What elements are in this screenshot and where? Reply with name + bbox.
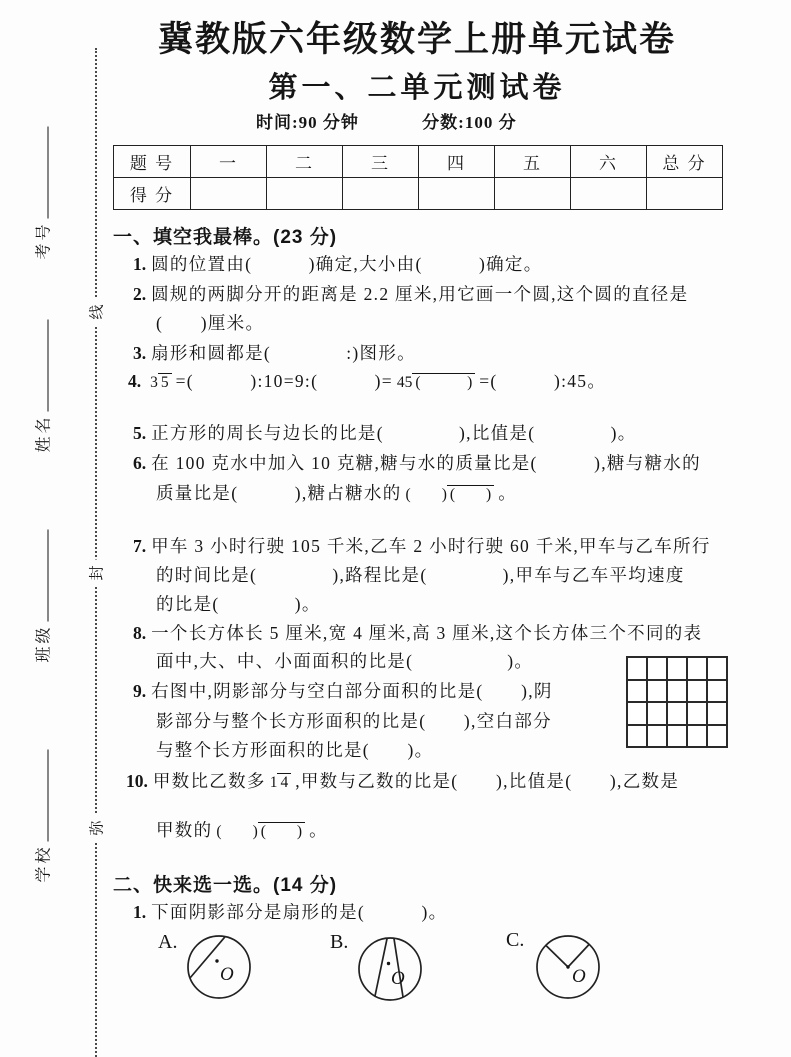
paper-title: 冀教版六年级数学上册单元试卷 [157, 20, 676, 59]
question-text: 甲数的 [156, 820, 213, 840]
class-field [31, 529, 54, 662]
exam-number-label: 考号 [35, 221, 53, 260]
name-blank [44, 319, 49, 411]
question-number: 10. [126, 771, 148, 791]
score-empty-cell [495, 178, 571, 210]
name-label: 姓名 [35, 414, 53, 453]
question-6-line1 [133, 450, 701, 475]
grid-cell [687, 702, 707, 725]
fraction [270, 774, 292, 791]
seal-dotted-line [95, 48, 97, 1057]
question-7-line3 [156, 591, 321, 616]
fraction [150, 374, 172, 391]
question-2-line2 [156, 310, 264, 335]
meta-line [256, 108, 517, 133]
question-number: 9. [133, 681, 147, 701]
question-9-line2 [156, 708, 552, 733]
grid-cell [667, 657, 687, 680]
score-empty-cell [571, 178, 647, 210]
name-field [31, 319, 54, 452]
fraction [216, 823, 305, 840]
grid-cell [627, 680, 647, 703]
score-row-label: 得 分 [114, 178, 191, 210]
grid-cell [707, 657, 727, 680]
circle-center-label: O [572, 966, 586, 987]
question-text: 。 [309, 820, 328, 840]
seal-char-xian: 线 [86, 298, 107, 325]
grid-cell [667, 680, 687, 703]
score-header-cell: 总 分 [647, 146, 723, 178]
question-4 [128, 368, 606, 393]
score-header-cell: 一 [191, 146, 267, 178]
question-text: =( ):45。 [479, 371, 607, 391]
question-1 [133, 251, 543, 276]
question-7-line2 [156, 562, 685, 587]
question-text: 右图中,阴影部分与空白部分面积的比是( ),阴 [151, 681, 553, 701]
grid-cell [707, 725, 727, 748]
grid-cell [687, 725, 707, 748]
question-number: 5. [133, 423, 147, 443]
school-label: 学校 [35, 844, 53, 883]
question-text: 的时间比是( ),路程比是( ),甲车与乙车平均速度 [156, 565, 685, 585]
question-number: 7. [133, 536, 147, 556]
q9-grid [626, 656, 728, 748]
option-c-circle-figure [534, 933, 604, 1003]
score-table [113, 145, 723, 210]
score-empty-cell [267, 178, 343, 210]
option-a-label: A. [158, 931, 178, 953]
question-text: 下面阴影部分是扇形的是( )。 [151, 902, 448, 922]
fraction-denominator: ( ) [412, 373, 475, 391]
fraction-denominator: 5 [158, 373, 172, 391]
question-text: 影部分与整个长方形面积的比是( ),空白部分 [156, 711, 552, 731]
question-text: ( )厘米。 [156, 313, 265, 333]
grid-cell [647, 680, 667, 703]
question-9-line1 [133, 678, 553, 703]
class-blank [44, 529, 49, 621]
grid-cell [647, 725, 667, 748]
question-text: =( ):10=9:( )= [175, 371, 393, 391]
circle-center-label: O [391, 968, 405, 989]
score-empty-cell [343, 178, 419, 210]
circle-center-label: O [220, 964, 234, 985]
fraction-numerator: 1 [269, 774, 278, 792]
score-header-cell: 二 [267, 146, 343, 178]
seal-char-mi: 弥 [86, 814, 107, 841]
score-empty-cell [419, 178, 495, 210]
option-c-label: C. [506, 929, 525, 951]
question-number: 1. [133, 902, 147, 922]
question-10-line1 [126, 768, 679, 793]
score-header-cell: 四 [419, 146, 495, 178]
grid-cell [647, 702, 667, 725]
fraction-denominator: ( ) [447, 485, 494, 503]
question-6-line2 [156, 480, 517, 505]
fraction-numerator: 45 [396, 374, 413, 392]
option-b-circle-figure [356, 935, 426, 1005]
grid-cell [667, 725, 687, 748]
school-blank [44, 749, 49, 841]
grid-cell [627, 725, 647, 748]
option-b-label: B. [330, 931, 349, 953]
question-2-line1 [133, 281, 688, 306]
question-7-line1 [133, 533, 711, 558]
question-text: 面中,大、中、小面面积的比是( )。 [156, 651, 534, 671]
question-3 [133, 340, 416, 365]
fraction-numerator: ( ) [405, 486, 447, 504]
score-label: 分数:100 分 [422, 113, 517, 132]
score-empty-cell [647, 178, 723, 210]
question-number: 3. [133, 343, 147, 363]
grid-cell [627, 702, 647, 725]
fraction-denominator: ( ) [258, 822, 305, 840]
grid-cell [647, 657, 667, 680]
grid-cell [687, 657, 707, 680]
option-a-circle-figure [184, 933, 254, 1003]
score-header-cell: 三 [343, 146, 419, 178]
score-table-score-row [114, 178, 723, 210]
question-text: 甲数比乙数多 [152, 771, 266, 791]
score-header-cell: 题 号 [114, 146, 191, 178]
fraction-numerator: 3 [150, 374, 158, 392]
question-text: 一个长方体长 5 厘米,宽 4 厘米,高 3 厘米,这个长方体三个不同的表 [151, 623, 703, 643]
grid-cell [707, 702, 727, 725]
section2-heading: 二、快来选一选。(14 分) [113, 875, 338, 896]
school-field [31, 749, 54, 882]
question-text: 圆的位置由( )确定,大小由( )确定。 [151, 254, 543, 274]
section2-question-1 [133, 899, 447, 924]
score-empty-cell [191, 178, 267, 210]
question-number: 6. [133, 453, 147, 473]
question-text: 甲车 3 小时行驶 105 千米,乙车 2 小时行驶 60 千米,甲车与乙车所行 [151, 536, 711, 556]
exam-number-field [31, 126, 54, 259]
question-10-line2 [156, 817, 328, 842]
exam-number-blank [44, 126, 49, 218]
question-number: 1. [133, 254, 147, 274]
grid-cell [667, 702, 687, 725]
grid-cell [687, 680, 707, 703]
question-text: 的比是( )。 [156, 594, 321, 614]
question-text: 。 [498, 483, 517, 503]
question-text: 圆规的两脚分开的距离是 2.2 厘米,用它画一个圆,这个圆的直径是 [151, 284, 689, 304]
question-number: 4. [128, 371, 142, 391]
fraction [397, 374, 475, 391]
fraction-denominator: 4 [277, 773, 291, 791]
unit-test-title: 第一、二单元测试卷 [268, 72, 566, 104]
fraction [406, 486, 495, 503]
score-header-cell: 六 [571, 146, 647, 178]
grid-cell [707, 680, 727, 703]
question-text: ,甲数与乙数的比是( ),比值是( ),乙数是 [295, 771, 680, 791]
section1-heading: 一、填空我最棒。(23 分) [113, 227, 338, 248]
score-table-header-row [114, 146, 723, 178]
question-8-line2 [156, 648, 533, 673]
question-text: 在 100 克水中加入 10 克糖,糖与水的质量比是( ),糖与糖水的 [151, 453, 701, 473]
question-text: 与整个长方形面积的比是( )。 [156, 740, 434, 760]
score-header-cell: 五 [495, 146, 571, 178]
question-5 [133, 420, 637, 445]
time-label: 时间:90 分钟 [256, 113, 359, 132]
question-number: 8. [133, 623, 147, 643]
fraction-numerator: ( ) [216, 823, 258, 841]
question-text: 扇形和圆都是( :)图形。 [151, 343, 416, 363]
question-8-line1 [133, 620, 702, 645]
question-text: 正方形的周长与边长的比是( ),比值是( )。 [151, 423, 637, 443]
seal-char-feng: 封 [86, 559, 107, 586]
question-number: 2. [133, 284, 147, 304]
class-label: 班级 [35, 624, 53, 663]
grid-cell [627, 657, 647, 680]
question-9-line3 [156, 737, 433, 762]
question-text: 质量比是( ),糖占糖水的 [156, 483, 402, 503]
